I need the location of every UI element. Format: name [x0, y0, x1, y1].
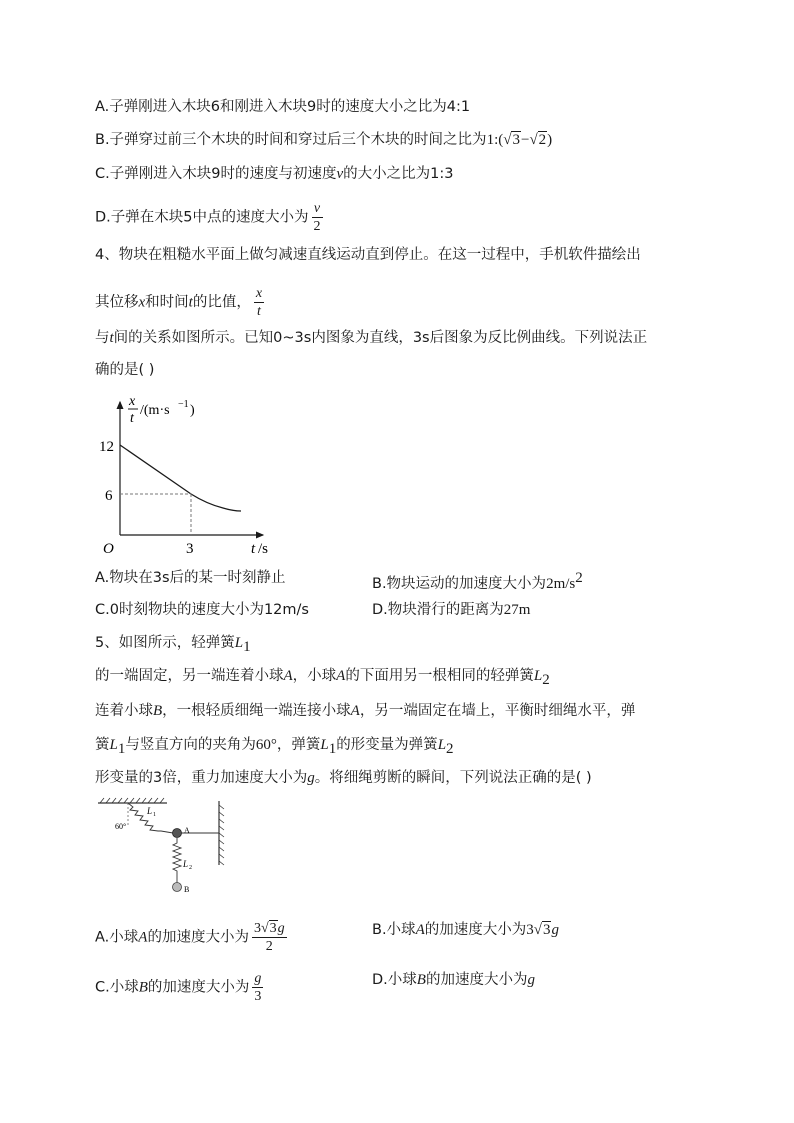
q3-option-a: A.子弹刚进入木块6和刚进入木块9时的速度大小之比为4:1 [95, 99, 471, 115]
l1-label-sub: 1 [153, 812, 156, 818]
y-tick-12: 12 [99, 439, 114, 455]
ball-b [173, 883, 182, 892]
q3-option-b: B.子弹穿过前三个木块的时间和穿过后三个木块的时间之比为1:(√3−√2) [95, 132, 553, 148]
q5-stem-line4: 簧$L_1$与竖直方向的夹角为60°，弹簧$L_1$的形变量为弹簧$L_2$ [95, 737, 454, 757]
x-tick-3: 3 [186, 541, 194, 557]
q4-option-b: B.物块运动的加速度大小为$2m/s^2$ [372, 570, 583, 592]
q5-stem-line3: 连着小球B，一根轻质细绳一端连接小球A，另一端固定在墙上，平衡时细绳水平，弹 [95, 703, 636, 719]
q5-stem-line5: 形变量的3倍，重力加速度大小为g。将细绳剪断的瞬间，下列说法正确的是( ) [95, 770, 592, 786]
origin-label: O [103, 541, 114, 557]
fraction-v-over-2: $\frac{v}{2}$ [313, 201, 321, 234]
q5-stem-line1: 5、如图所示，轻弹簧$L_1$ [95, 635, 251, 655]
ball-a [173, 829, 182, 838]
spring-l2 [173, 838, 181, 883]
y-axis-label-num: x [129, 394, 136, 409]
y-axis-label-unit: /(m·s [140, 403, 170, 418]
q4-stem-line1: 4、物块在粗糙水平面上做匀减速直线运动直到停止。在这一过程中，手机软件描绘出 [95, 247, 641, 263]
x-axis-label-var: t [251, 541, 256, 557]
wall-hatch [219, 805, 224, 865]
q4-option-c: C.0时刻物块的速度大小为12m/s [95, 602, 309, 618]
q4-option-d: D.物块滑行的距离为27m [372, 602, 531, 618]
q4-stem-line2: 其位移x和时间t的比值， $\frac{x}{t}$ [95, 286, 263, 319]
q4-stem-line3: 与t间的关系如图所示。已知0~3s内图象为直线，3s后图象为反比例曲线。下列说法正 [95, 330, 648, 346]
fraction-g-over-3: $\frac{g}{3}$ [254, 971, 262, 1004]
q4-option-a: A.物块在3s后的某一时刻静止 [95, 570, 286, 586]
fraction-3sqrt3g-over-2: $\frac{3√3g}{2}$ [253, 921, 285, 954]
q5-stem-line2: 的一端固定，另一端连着小球A，小球A的下面用另一根相同的轻弹簧$L_2$ [95, 668, 550, 688]
b-label: B [184, 885, 190, 894]
l2-label-sub: 2 [189, 865, 192, 871]
y-tick-6: 6 [105, 488, 113, 504]
y-axis-label-exp: −1 [178, 399, 189, 410]
l2-label: L [183, 859, 189, 869]
q5-spring-figure [95, 795, 230, 895]
q3-option-d: D.子弹在木块5中点的速度大小为 $\frac{v}{2}$ [95, 201, 321, 234]
a-label: A [184, 826, 190, 835]
q5-option-b: B.小球A的加速度大小为3√3g [372, 922, 559, 938]
q5-option-c: C.小球B的加速度大小为 $\frac{g}{3}$ [95, 971, 262, 1004]
q5-option-d: D.小球B的加速度大小为g [372, 972, 535, 988]
angle-label: 60° [115, 822, 127, 831]
q3-option-c: C.子弹刚进入木块9时的速度与初速度v的大小之比为1:3 [95, 166, 454, 182]
x-axis-label-unit: /s [258, 541, 269, 557]
q4-graph [95, 390, 295, 560]
ceiling-hatch [100, 798, 164, 803]
l1-label: L [147, 806, 153, 816]
y-axis-label-den: t [130, 411, 134, 426]
y-axis-label-close: ) [190, 403, 195, 418]
q5-option-a: A.小球A的加速度大小为 $\frac{3√3g}{2}$ [95, 921, 285, 954]
q4-stem-line4: 确的是( ) [95, 362, 155, 378]
fraction-x-over-t: $\frac{x}{t}$ [255, 286, 263, 319]
graph-line [120, 445, 241, 511]
